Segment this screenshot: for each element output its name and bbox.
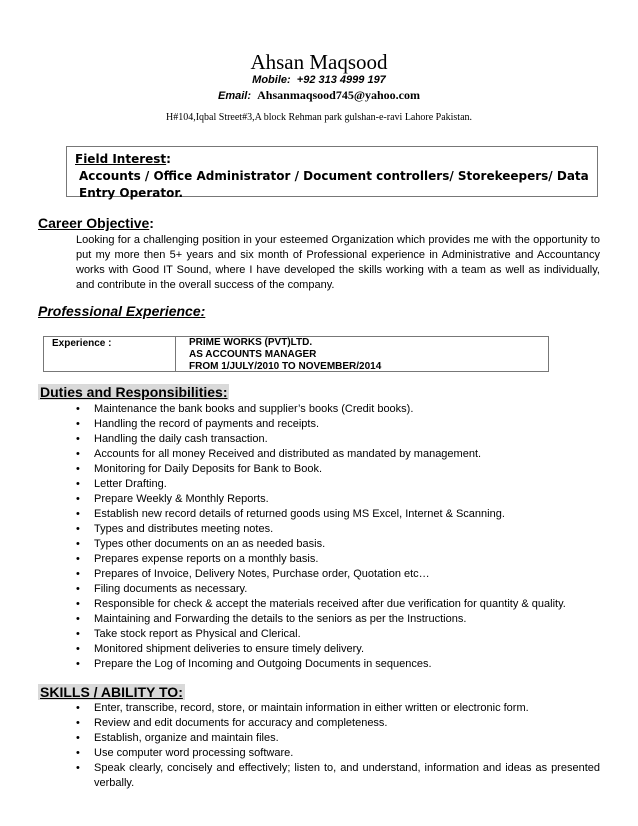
duties-heading: Duties and Responsibilities: [40, 384, 228, 400]
professional-experience-heading: Professional Experience: [38, 303, 206, 319]
experience-company: PRIME WORKS (PVT)LTD. [189, 337, 313, 348]
duty-item: • Prepare Weekly & Monthly Reports. [76, 492, 606, 507]
duty-item: • Filing documents as necessary. [76, 582, 606, 597]
skill-item: • Use computer word processing software. [76, 746, 600, 761]
duties-list [76, 402, 606, 672]
experience-divider [175, 337, 176, 371]
duty-item: • Handling the record of payments and receipts. [76, 417, 606, 432]
duty-item: • Maintenance the bank books and supplier’s books (Credit books). [76, 402, 606, 417]
skills-list [76, 701, 600, 791]
career-objective-colon: : [149, 215, 154, 231]
duty-item: • Take stock report as Physical and Clerical. [76, 627, 606, 642]
duty-item: • Handling the daily cash transaction. [76, 432, 606, 447]
duty-item: • Types other documents on an as needed basis. [76, 537, 606, 552]
field-interest-colon: : [166, 152, 171, 166]
email-address: Ahsanmaqsood745@yahoo.com [257, 88, 420, 102]
field-interest-box [66, 146, 598, 200]
skill-item: • Establish, organize and maintain files. [76, 731, 600, 746]
experience-details [189, 337, 381, 373]
duty-item: • Letter Drafting. [76, 477, 606, 492]
duty-item: • Prepares of Invoice, Delivery Notes, Purchase order, Quotation etc… [76, 567, 606, 582]
skill-item: • Review and edit documents for accuracy and completeness. [76, 716, 600, 731]
mobile-number: +92 313 4999 197 [296, 74, 386, 86]
email-label: Email: [218, 90, 252, 102]
experience-role: AS ACCOUNTS MANAGER [189, 349, 317, 360]
mobile-label: Mobile: [252, 74, 291, 86]
address: H#104,Iqbal Street#3,A block Rehman park gulshan-e-ravi Lahore Pakistan. [165, 112, 473, 123]
duty-item: • Establish new record details of returned goods using MS Excel, Internet & Scanning. [76, 507, 606, 522]
experience-table [43, 336, 549, 372]
career-objective-text: Looking for a challenging position in your esteemed Organization which provides me with the opportunity to put my more then 5+ years and six month of Professional experience in Administrative and Accountancy works with Good IT Sound, where I have developed the skills working with a team as well as individually, and contribute in the overall success of the company. [76, 234, 600, 291]
duty-item: • Maintaining and Forwarding the details to the seniors as per the Instructions. [76, 612, 606, 627]
email-line [0, 88, 638, 103]
mobile-line [0, 74, 638, 86]
duty-item: • Prepares expense reports on a monthly basis. [76, 552, 606, 567]
duty-item: • Monitoring for Daily Deposits for Bank to Book. [76, 462, 606, 477]
experience-label: Experience : [52, 338, 112, 349]
duty-item: • Monitored shipment deliveries to ensure timely delivery. [76, 642, 606, 657]
skill-item: • Enter, transcribe, record, store, or maintain information in either written or electronic form. [76, 701, 600, 716]
duty-item: • Prepare the Log of Incoming and Outgoing Documents in sequences. [76, 657, 606, 672]
career-objective-heading-text: Career Objective [38, 215, 150, 231]
field-interest-value: Accounts / Office Administrator / Document controllers/ Storekeepers/ Data Entry Operator. [79, 169, 589, 200]
duty-item: • Responsible for check & accept the materials received after due verification for quantity & quality. [76, 597, 606, 612]
skills-heading: SKILLS / ABILITY TO: [40, 684, 183, 700]
career-objective-heading [38, 215, 154, 231]
duty-item: • Accounts for all money Received and distributed as mandated by management. [76, 447, 606, 462]
skill-item: • Speak clearly, concisely and effectively; listen to, and understand, information and ideas as presented verbally. [76, 761, 600, 791]
candidate-name: Ahsan Maqsood [250, 50, 388, 74]
experience-period: FROM 1/JULY/2010 TO NOVEMBER/2014 [189, 361, 382, 372]
duty-item: • Types and distributes meeting notes. [76, 522, 606, 537]
field-interest-label: Field Interest [75, 152, 167, 166]
